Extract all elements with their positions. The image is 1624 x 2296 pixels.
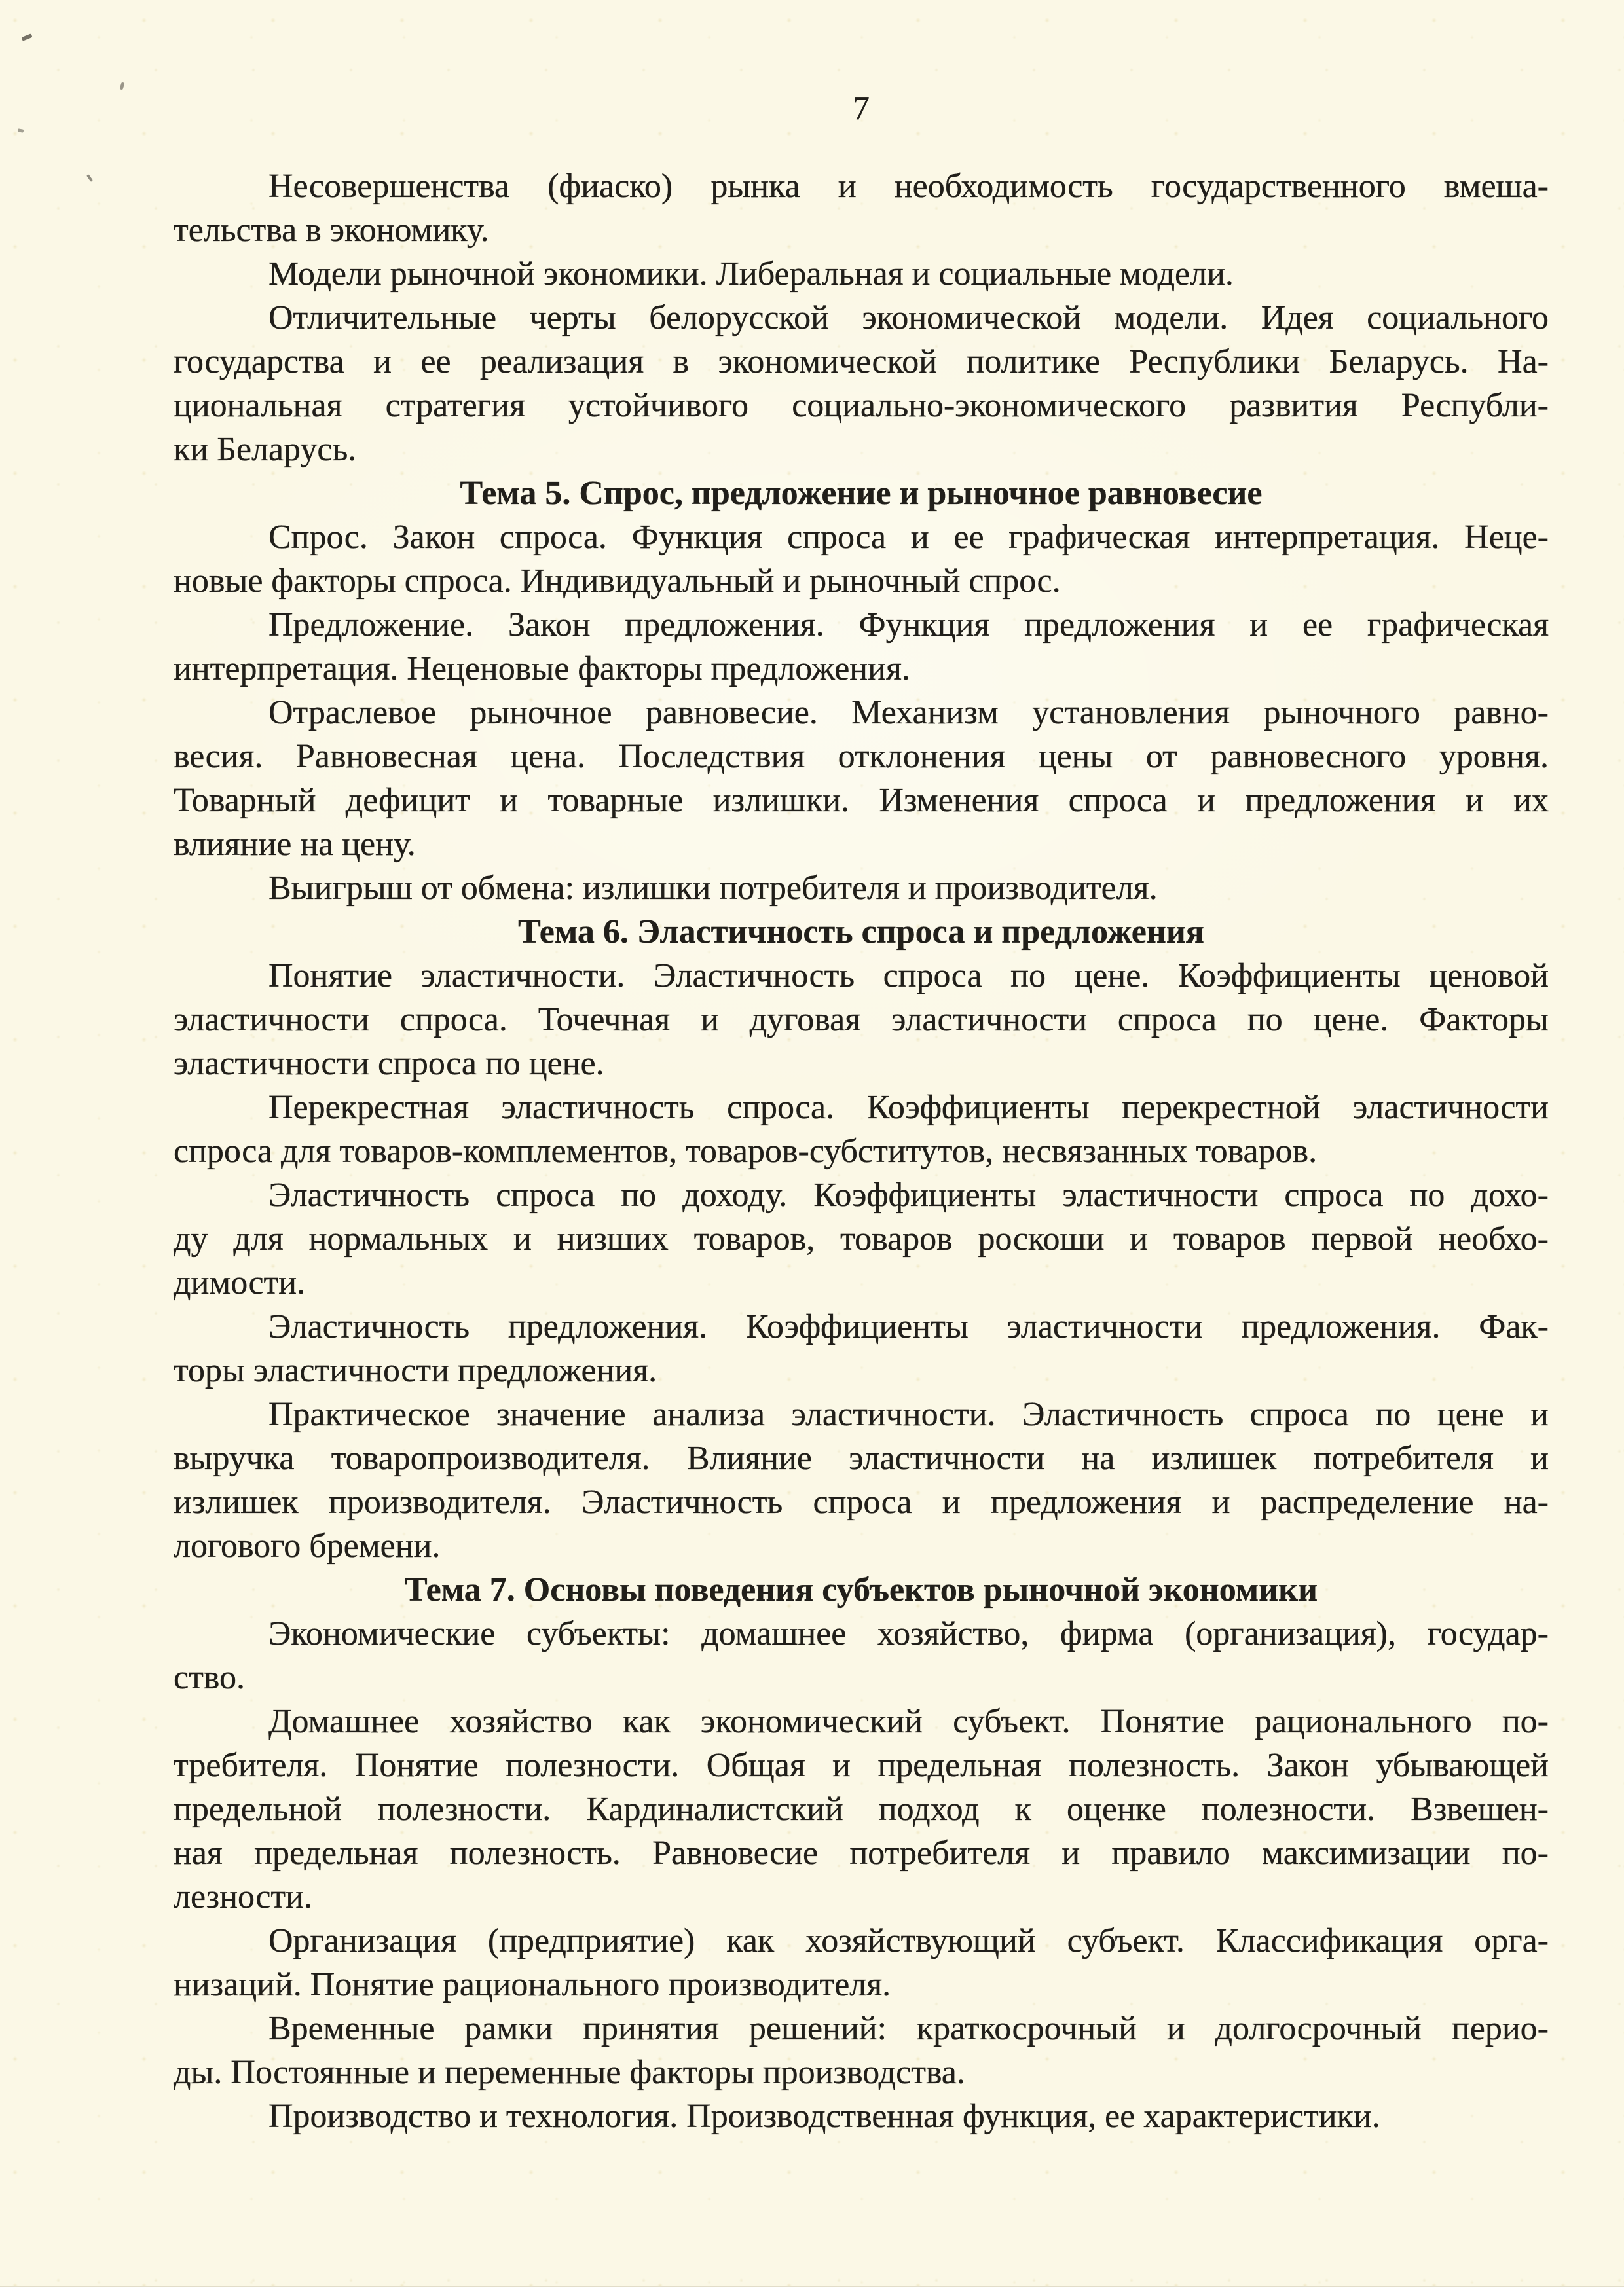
scan-speck bbox=[119, 82, 124, 90]
text-line: весия. Равновесная цена. Последствия отклонения цены от равновесного уровня. bbox=[174, 738, 1549, 775]
body-paragraph bbox=[174, 1393, 1549, 1568]
body-paragraph bbox=[174, 1173, 1549, 1305]
text-line: Эластичность спроса по доходу. Коэффициенты эластичности спроса по дохо- bbox=[268, 1176, 1549, 1214]
text-line: эластичности спроса по цене. bbox=[174, 1045, 604, 1082]
text-line: тельства в экономику. bbox=[174, 211, 489, 249]
text-line: ду для нормальных и низших товаров, товаров роскоши и товаров первой необхо- bbox=[174, 1220, 1549, 1258]
text-line: требителя. Понятие полезности. Общая и предельная полезность. Закон убывающей bbox=[174, 1747, 1549, 1784]
text-line: Товарный дефицит и товарные излишки. Изменения спроса и предложения и их bbox=[174, 782, 1549, 819]
body-paragraph bbox=[174, 1305, 1549, 1393]
body-paragraph bbox=[174, 866, 1549, 910]
text-line: ды. Постоянные и переменные факторы производства. bbox=[174, 2054, 965, 2091]
body-paragraph bbox=[174, 691, 1549, 866]
text-line: Организация (предприятие) как хозяйствующий субъект. Классификация орга- bbox=[268, 1922, 1549, 1959]
scan-speck bbox=[18, 128, 24, 132]
body-paragraph bbox=[174, 296, 1549, 471]
text-line: Эластичность предложения. Коэффициенты эластичности предложения. Фак- bbox=[268, 1308, 1549, 1345]
body-paragraph bbox=[174, 1919, 1549, 2007]
text-line: Тема 5. Спрос, предложение и рыночное равновесие bbox=[460, 475, 1263, 512]
paragraph-list bbox=[174, 164, 1549, 2138]
body-paragraph bbox=[174, 164, 1549, 252]
text-line: эластичности спроса. Точечная и дуговая эластичности спроса по цене. Факторы bbox=[174, 1001, 1549, 1038]
text-line: выручка товаропроизводителя. Влияние эластичности на излишек потребителя и bbox=[174, 1440, 1549, 1477]
body-paragraph bbox=[174, 1612, 1549, 1700]
text-block bbox=[174, 86, 1549, 2138]
text-line: Практическое значение анализа эластичности. Эластичность спроса по цене и bbox=[268, 1396, 1549, 1433]
text-line: Модели рыночной экономики. Либеральная и социальные модели. bbox=[268, 255, 1234, 293]
text-line: новые факторы спроса. Индивидуальный и рыночный спрос. bbox=[174, 562, 1061, 600]
text-line: Несовершенства (фиаско) рынка и необходимость государственного вмеша- bbox=[268, 168, 1549, 205]
text-line: Выигрыш от обмена: излишки потребителя и производителя. bbox=[268, 869, 1158, 907]
body-paragraph bbox=[174, 2007, 1549, 2094]
text-line: Понятие эластичности. Эластичность спроса по цене. Коэффициенты ценовой bbox=[268, 957, 1549, 994]
text-line: Экономические субъекты: домашнее хозяйство, фирма (организация), государ- bbox=[268, 1615, 1549, 1652]
text-line: спроса для товаров-комплементов, товаров-субститутов, несвязанных товаров. bbox=[174, 1133, 1318, 1170]
text-line: Тема 7. Основы поведения субъектов рыночной экономики bbox=[404, 1571, 1318, 1609]
text-line: интерпретация. Неценовые факторы предложения. bbox=[174, 650, 910, 687]
body-paragraph bbox=[174, 1085, 1549, 1173]
scan-speck bbox=[21, 33, 32, 41]
text-line: предельной полезности. Кардиналистский подход к оценке полезности. Взвешен- bbox=[174, 1791, 1549, 1828]
text-line: ки Беларусь. bbox=[174, 431, 357, 468]
scan-bottom-edge bbox=[0, 2286, 1624, 2296]
text-line: Отраслевое рыночное равновесие. Механизм установления рыночного равно- bbox=[268, 694, 1549, 731]
text-line: Отличительные черты белорусской экономической модели. Идея социального bbox=[268, 299, 1549, 337]
text-line: Временные рамки принятия решений: краткосрочный и долгосрочный перио- bbox=[268, 2010, 1549, 2047]
text-line: влияние на цену. bbox=[174, 826, 416, 863]
body-paragraph bbox=[174, 252, 1549, 296]
text-line: ство. bbox=[174, 1659, 246, 1696]
text-line: Спрос. Закон спроса. Функция спроса и ее графическая интерпретация. Неце- bbox=[268, 519, 1549, 556]
text-line: Тема 6. Эластичность спроса и предложения bbox=[518, 913, 1204, 951]
scan-speck bbox=[86, 174, 93, 182]
page-number: 7 bbox=[853, 90, 870, 127]
text-line: Предложение. Закон предложения. Функция предложения и ее графическая bbox=[268, 606, 1549, 644]
section-heading bbox=[174, 910, 1549, 954]
text-line: излишек производителя. Эластичность спроса и предложения и распределение на- bbox=[174, 1484, 1549, 1521]
text-line: циональная стратегия устойчивого социально-экономического развития Республи- bbox=[174, 387, 1549, 424]
text-line: лезности. bbox=[174, 1878, 312, 1916]
text-line: торы эластичности предложения. bbox=[174, 1352, 657, 1389]
body-paragraph bbox=[174, 515, 1549, 603]
text-line: Домашнее хозяйство как экономический субъект. Понятие рационального по- bbox=[268, 1703, 1549, 1740]
body-paragraph bbox=[174, 603, 1549, 691]
section-heading bbox=[174, 471, 1549, 515]
text-line: димости. bbox=[174, 1264, 306, 1302]
text-line: Производство и технология. Производственная функция, ее характеристики. bbox=[268, 2098, 1380, 2135]
section-heading bbox=[174, 1568, 1549, 1612]
text-line: логового бремени. bbox=[174, 1527, 441, 1565]
text-line: ная предельная полезность. Равновесие потребителя и правило максимизации по- bbox=[174, 1834, 1549, 1872]
text-line: государства и ее реализация в экономической политике Республики Беларусь. На- bbox=[174, 343, 1549, 380]
body-paragraph bbox=[174, 2094, 1549, 2138]
text-line: Перекрестная эластичность спроса. Коэффициенты перекрестной эластичности bbox=[268, 1089, 1549, 1126]
body-paragraph bbox=[174, 954, 1549, 1085]
text-line: низаций. Понятие рационального производителя. bbox=[174, 1966, 891, 2003]
body-paragraph bbox=[174, 1700, 1549, 1919]
